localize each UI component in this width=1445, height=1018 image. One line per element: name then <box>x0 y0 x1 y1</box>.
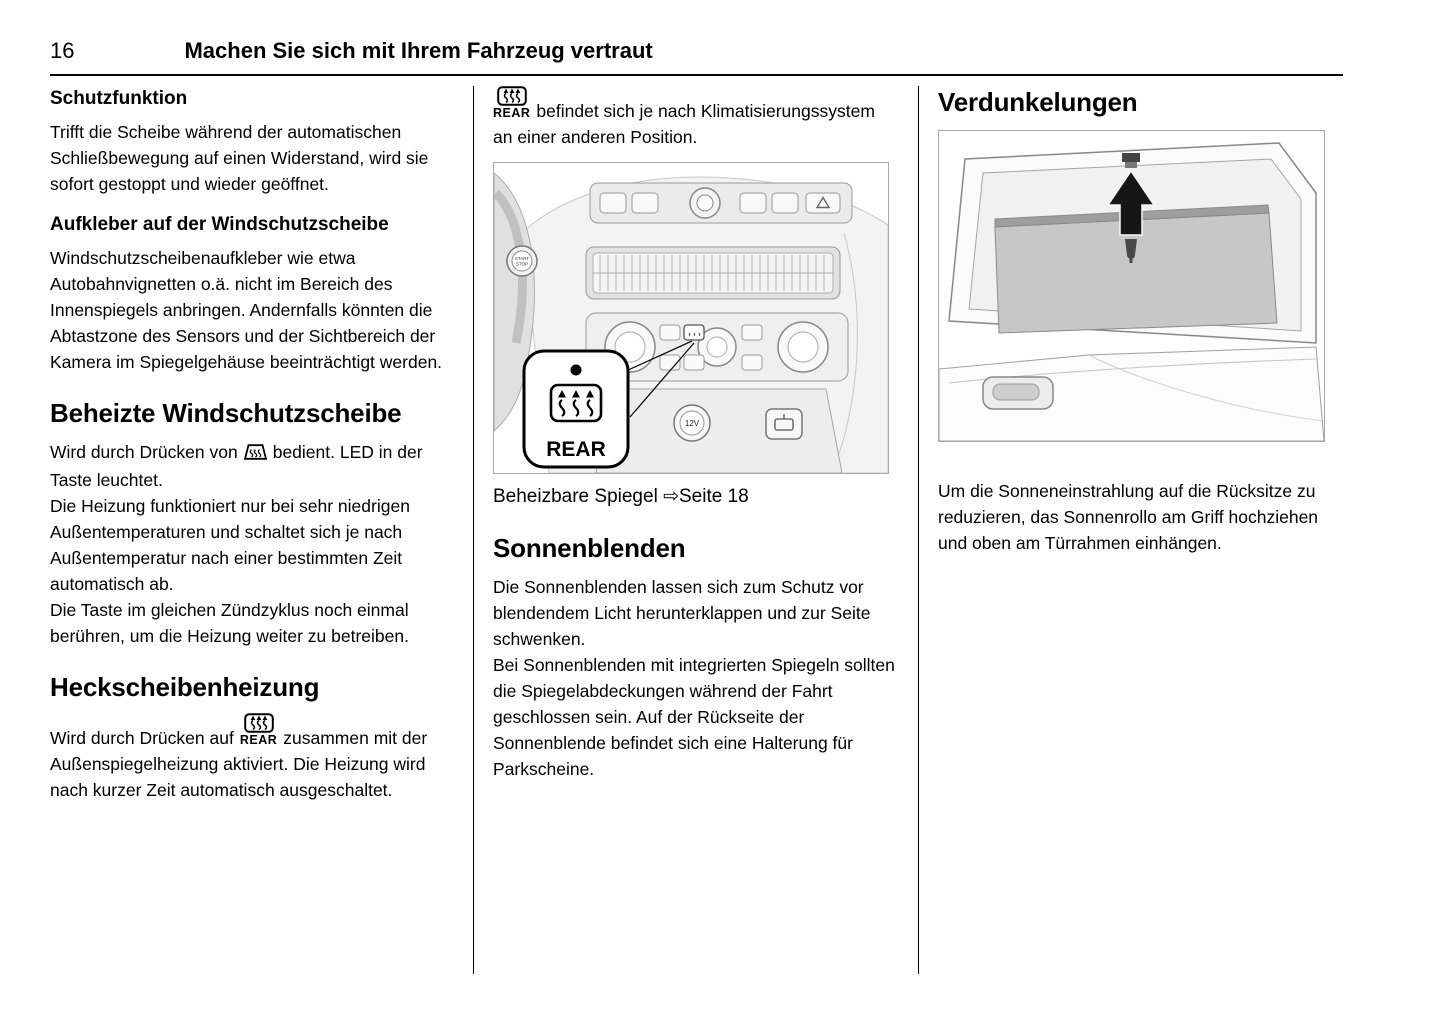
callout-rear-label: REAR <box>546 438 606 461</box>
column-divider <box>918 86 919 974</box>
figure-caption <box>493 484 897 510</box>
para-heck-prefix: Wird durch Drücken auf <box>50 728 234 748</box>
heading-heckscheibenheizung: Heckscheibenheizung <box>50 672 320 702</box>
para-heizung: Die Heizung funktioniert nur bei sehr niedrigen Außentemperaturen und schaltet sich je nach Außentemperatur nach einer bestimmten Zeit automatisch ab. <box>50 496 410 594</box>
cross-ref-arrow-icon: ⇨ <box>663 486 679 507</box>
dashboard-figure <box>493 162 889 474</box>
para-bedient <box>50 439 460 493</box>
frame-clip <box>1122 153 1140 162</box>
para-bedient-suffix: bedient. LED in der Taste leuchtet. <box>50 442 423 490</box>
center-console-illustration <box>494 163 888 473</box>
page-header <box>50 38 1343 76</box>
caption-text: Beheizbare Spiegel <box>493 486 658 507</box>
heading-sonnenblenden: Sonnenblenden <box>493 533 686 563</box>
svg-text:STOP: STOP <box>515 261 529 267</box>
page-number: 16 <box>50 38 75 63</box>
para-taste: Die Taste im gleichen Zündzyklus noch einmal berühren, um die Heizung weiter zu betreiben. <box>50 600 409 646</box>
para-rear-position <box>493 86 897 150</box>
para-heck-suffix: zusammen mit der Außenspiegelheizung aktiviert. Die Heizung wird nach kurzer Zeit automatisch ausgeschaltet. <box>50 728 428 800</box>
rear-defrost-icon <box>240 713 277 747</box>
para-rear-position-text: befindet sich je nach Klimatisierungssystem an einer anderen Position. <box>493 101 875 147</box>
para-verdunkelungen: Um die Sonneneinstrahlung auf die Rücksitze zu reduzieren, das Sonnenrollo am Griff hochziehen und oben am Türrahmen einhängen. <box>938 481 1319 553</box>
heading-verdunkelungen: Verdunkelungen <box>938 87 1138 117</box>
column-right <box>938 86 1341 556</box>
socket-label: 12V <box>684 419 700 428</box>
sunblind-figure <box>938 130 1325 442</box>
page-title: Machen Sie sich mit Ihrem Fahrzeug vertraut <box>184 38 653 63</box>
sunblind-illustration <box>939 131 1324 441</box>
para-sonnenblenden-1: Die Sonnenblenden lassen sich zum Schutz vor blendendem Licht herunterklappen und zur Seite schwenken. <box>493 577 871 649</box>
para-bedient-prefix: Wird durch Drücken von <box>50 442 238 462</box>
led-dot <box>571 365 582 376</box>
caption-page-ref: Seite 18 <box>679 486 749 507</box>
heading-schutzfunktion: Schutzfunktion <box>50 88 188 109</box>
heading-aufkleber: Aufkleber auf der Windschutzscheibe <box>50 214 389 235</box>
heated-windshield-icon <box>243 441 268 467</box>
column-divider <box>473 86 474 974</box>
column-middle <box>493 86 897 782</box>
rear-defrost-icon <box>493 86 530 120</box>
rear-icon-label: REAR <box>239 733 278 747</box>
heading-beheizte-windschutzscheibe: Beheizte Windschutzscheibe <box>50 398 402 428</box>
para-aufkleber: Windschutzscheibenaufkleber wie etwa Autobahnvignetten o.ä. nicht im Bereich des Innenspiegels anbringen. Andernfalls könnten die Abtastzone des Sensors und der Sichtbereich der Kamera im Spiegelgehäuse beeinträchtigt werden. <box>50 248 443 372</box>
para-sonnenblenden-2: Bei Sonnenblenden mit integrierten Spiegeln sollten die Spiegelabdeckungen während der Fahrt geschlossen sein. Auf der Rückseite der Sonnenblende befindet sich eine Halterung für Parkscheine. <box>493 655 895 779</box>
column-left <box>50 86 460 803</box>
columns <box>50 86 1341 974</box>
para-schutzfunktion: Trifft die Scheibe während der automatischen Schließbewegung auf einen Widerstand, wird sie sofort gestoppt und wieder geöffnet. <box>50 122 429 194</box>
para-heckscheibenheizung <box>50 713 460 803</box>
rear-defrost-button <box>684 325 704 340</box>
start-stop-label: START <box>514 256 530 261</box>
rear-icon-label: REAR <box>493 106 531 120</box>
